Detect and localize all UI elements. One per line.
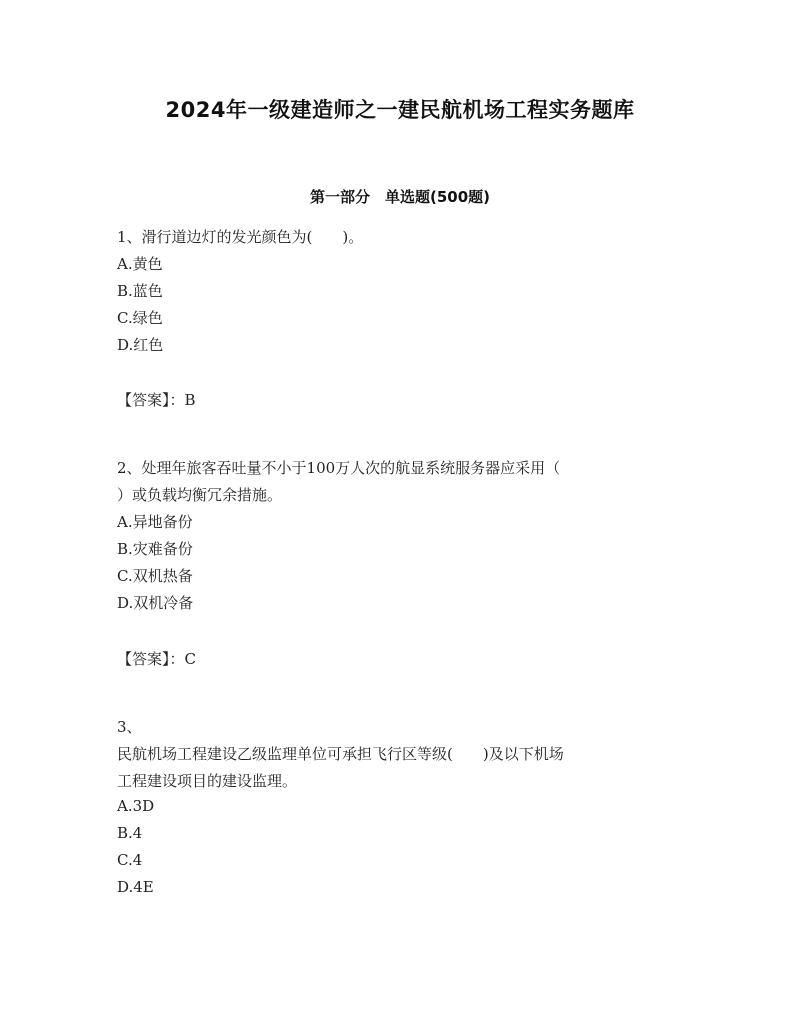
document-title: 2024年一级建造师之一建民航机场工程实务题库 (165, 98, 635, 122)
question-1-stem: 1、滑行道边灯的发光颜色为( )。 (117, 228, 364, 246)
question-3-option-b: B.4 (117, 824, 143, 842)
question-3-number: 3、 (117, 718, 142, 736)
question-1-option-b: B.蓝色 (117, 282, 163, 300)
question-2-option-a: A.异地备份 (117, 513, 193, 531)
question-1-option-a: A.黄色 (117, 255, 163, 273)
question-2-option-d: D.双机冷备 (117, 594, 194, 612)
question-2-stem-line-1: 2、处理年旅客吞吐量不小于100万人次的航显系统服务器应采用（ (117, 459, 561, 477)
question-3-option-c: C.4 (117, 851, 143, 869)
question-2-option-c: C.双机热备 (117, 567, 193, 585)
question-2-answer: 【答案】：C (117, 650, 196, 668)
question-2-option-b: B.灾难备份 (117, 540, 193, 558)
question-1-answer: 【答案】：B (117, 391, 196, 409)
question-3-stem-line-1: 民航机场工程建设乙级监理单位可承担飞行区等级( )及以下机场 (117, 745, 564, 763)
question-1-option-d: D.红色 (117, 336, 164, 354)
question-3-option-d: D.4E (117, 878, 154, 896)
question-1-option-c: C.绿色 (117, 309, 163, 327)
question-3-option-a: A.3D (117, 797, 155, 815)
question-3-stem-line-2: 工程建设项目的建设监理。 (117, 772, 298, 790)
section-heading: 第一部分 单选题(500题) (309, 188, 491, 206)
question-2-stem-line-2: ）或负载均衡冗余措施。 (117, 486, 283, 504)
